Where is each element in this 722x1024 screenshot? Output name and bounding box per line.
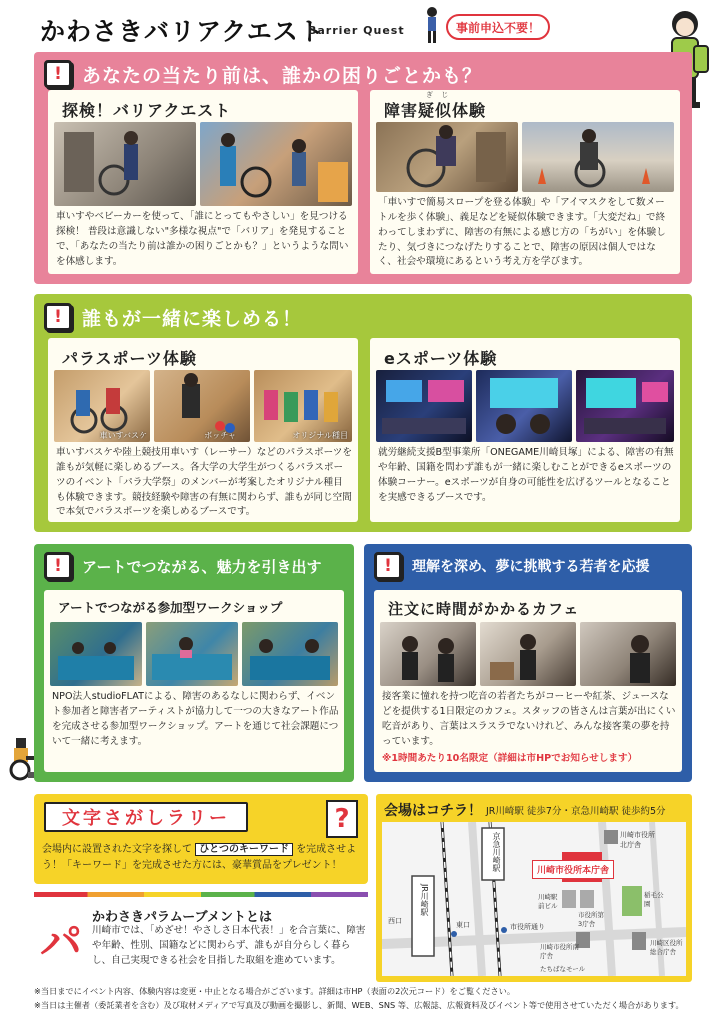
section-art-heading <box>44 552 322 580</box>
photo-esports-1 <box>376 370 472 442</box>
card-art-workshop-text: NPO法人studioFLATによる、障害のあるなしに関わらず、イベント参加者と障害者アーティストが協力して一つの大きなアート作品を完成させる参加型ワークショップ。アートを通じて社会課題について一緒に考えます。 <box>52 691 339 747</box>
section-youth-title: 理解を深め、夢に挑戦する若者を応援 <box>412 559 650 575</box>
photo-wheelchair-street <box>200 122 352 206</box>
venue-map <box>382 822 686 976</box>
map-label-north: 川崎市役所北庁舎 <box>620 831 655 849</box>
card-cafe <box>374 590 682 772</box>
about-title: かわさきパラムーブメントとは <box>92 910 273 925</box>
rally-title-bar <box>44 802 248 832</box>
caption-original: オリジナル種目 <box>292 431 348 440</box>
section-together-heading <box>44 303 302 331</box>
map-label-minami: 川崎市役所南庁舎 <box>540 943 579 960</box>
section-youth <box>364 544 692 782</box>
photo-esports-3 <box>576 370 674 442</box>
photo-workshop-3 <box>242 622 338 686</box>
section-art-title: アートでつながる、魅力を引き出す <box>82 557 322 576</box>
card-art-workshop <box>44 590 344 772</box>
footer-note-2: ※当日は主催者（委託業者を含む）及び取材メディアで写真及び動画を撮影し、新聞、WEB、SNS 等、広報誌、広報資料及びイベント等で使用させていただく場合があります。 <box>34 1000 684 1010</box>
photo-wheelchair-course <box>522 122 674 192</box>
section-together-title: 誰もが一緒に楽しめる！ <box>82 307 303 330</box>
card-cafe-note: ※1時間あたり10名限定（詳細は市HPでお知らせします） <box>382 753 638 764</box>
no-registration-badge <box>446 14 550 40</box>
section-barrier <box>34 52 692 284</box>
photo-wheelchair-basketball <box>54 370 150 442</box>
photo-wheelchair-explore <box>54 122 196 206</box>
photo-cafe-3 <box>580 622 676 686</box>
card-disability-experience-title: 障害疑似体験 <box>384 101 487 120</box>
map-label-west: 西口 <box>388 917 402 925</box>
photo-cafe-2 <box>480 622 576 686</box>
card-ruby: ぎ じ <box>426 91 452 99</box>
rally-text: 会場内に設置された文字を探して ひとつのキーワード を完成させよう！「キーワード」を完成させた方には、豪華賞品をプレゼント！ <box>42 844 357 871</box>
map-label-shiyakusho-dori: 市役所通り <box>510 923 545 931</box>
photo-esports-2 <box>476 370 572 442</box>
rainbow-divider <box>34 892 368 897</box>
map-label-jr: JR川崎駅 <box>420 884 429 916</box>
exclamation-icon: ! <box>44 552 72 580</box>
card-para-sports-title: パラスポーツ体験 <box>62 349 197 368</box>
map-label-main: 川崎市役所本庁舎 <box>532 860 614 879</box>
rally-title: 文字さがしラリー <box>62 808 230 829</box>
caption-basketball: 車いすバスケ <box>99 431 147 440</box>
map-label-keikyu: 京急川崎駅 <box>492 832 501 872</box>
footer-note-1: ※当日までにイベント内容、体験内容は変更・中止となる場合がございます。詳細は市HP（表面の2次元コード）をご覧ください。 <box>34 986 516 996</box>
about-box <box>34 898 368 980</box>
exclamation-icon: ! <box>44 303 72 331</box>
card-cafe-title: 注文に時間がかかるカフェ <box>388 600 580 618</box>
photo-boccia <box>154 370 250 442</box>
card-esports-title: eスポーツ体験 <box>384 349 498 368</box>
card-barrier-quest <box>48 90 358 274</box>
photo-original-event <box>254 370 352 442</box>
section-youth-heading <box>374 552 649 580</box>
caption-boccia: ボッチャ <box>204 431 236 440</box>
map-label-inage-park: 稲毛公園 <box>644 891 664 908</box>
card-art-workshop-title: アートでつながる参加型ワークショップ <box>58 600 283 615</box>
venue-box <box>376 794 692 982</box>
card-barrier-quest-text: 車いすやベビーカーを使って、「誰にとってもやさしい」を見つける探検！ 普段は意識しない"多様な視点"で「バリア」を発見することで、「あなたの当たり前は誰かの困りごとかも？」というような問いを体感します。 <box>56 211 349 267</box>
wheelchair-user-icon <box>8 736 38 782</box>
map-label-kuyakusho: 川崎区役所総合庁舎 <box>650 939 683 956</box>
card-esports <box>370 338 680 522</box>
mascot-icon <box>424 6 440 44</box>
photo-wheelchair-slope <box>376 122 518 192</box>
question-icon: ? <box>326 800 358 838</box>
card-para-sports-text: 車いすバスケや陸上競技用車いす（レーサー）などのパラスポーツを誰もが気軽に楽しめるブース。各大学の大学生がつくるパラスポーツのイベント「パラ大学祭」のメンバーが考案したオリジナル種目も体験できます。競技経験や障害の有無に関わらず、誰もが同じ空間で本気でパラスポーツを楽しめるブースです。 <box>56 447 352 518</box>
photo-workshop-2 <box>146 622 238 686</box>
section-together <box>34 294 692 532</box>
card-cafe-text: 接客業に憧れを持つ吃音の若者たちがコーヒーや紅茶、ジュースなどを提供する1日限定のカフェ。スタッフの皆さんは言葉が出にくい吃音があり、言葉はスラスラでないけれど、みんな接客業の夢を持っています。 <box>382 691 676 747</box>
map-label-east: 東口 <box>456 921 470 929</box>
card-para-sports <box>48 338 358 522</box>
map-label-ekimae: 川崎駅前ビル <box>538 893 558 910</box>
section-barrier-title: あなたの当たり前は、誰かの困りごとかも？ <box>82 64 483 87</box>
photo-workshop-1 <box>50 622 142 686</box>
photo-cafe-1 <box>380 622 476 686</box>
section-art <box>34 544 354 782</box>
map-label-dai3: 市役所第3庁舎 <box>578 911 604 928</box>
card-esports-text: 就労継続支援B型事業所「ONEGAME川崎貝塚」による、障害の有無や年齢、国籍を問わず誰もが一緒に楽しむことができるeスポーツの体験コーナー。eスポーツが自身の可能性を広げるツールとなることを実感できるブースです。 <box>378 447 674 503</box>
venue-access: JR川崎駅 徒歩7分・京急川崎駅 徒歩約5分 <box>486 806 666 817</box>
header-subtitle: Barrier Quest <box>308 24 405 37</box>
header <box>0 0 722 52</box>
card-disability-experience <box>370 90 680 274</box>
header-title: かわさきバリアクエスト <box>40 17 325 46</box>
card-barrier-quest-title: 探検！バリアクエスト <box>62 101 232 120</box>
venue-title: 会場はコチラ！ <box>384 803 482 819</box>
map-label-tachibana: たちばなモール <box>540 965 586 973</box>
badge-text: 事前申込不要！ <box>455 20 540 35</box>
section-barrier-heading <box>44 60 482 88</box>
rally-box <box>34 794 368 884</box>
about-text: 川崎市では、「めざせ！やさしさ日本代表！」を合言葉に、障害や年齢、性別、国籍などに関わらず、誰もが自分らしく暮らし、自己実現できる社会を目指した取組を進めています。 <box>92 925 366 966</box>
rally-keyword: ひとつのキーワード <box>195 843 293 856</box>
exclamation-icon: ! <box>374 552 402 580</box>
card-disability-experience-text: 「車いすで簡易スロープを登る体験」や「アイマスクをして数メートルを歩く体験」、義足などを疑似体験できます。「大変だね」で終わってしまわずに、障害の有無による感じ方の「ちがい」を体験したり、気づきにつなげたりすることで、障害の原因は個人ではなく、社会や環境にあるという考え方を学びます。 <box>378 197 666 268</box>
exclamation-icon: ! <box>44 60 72 88</box>
para-logo-icon: パ <box>40 918 83 967</box>
